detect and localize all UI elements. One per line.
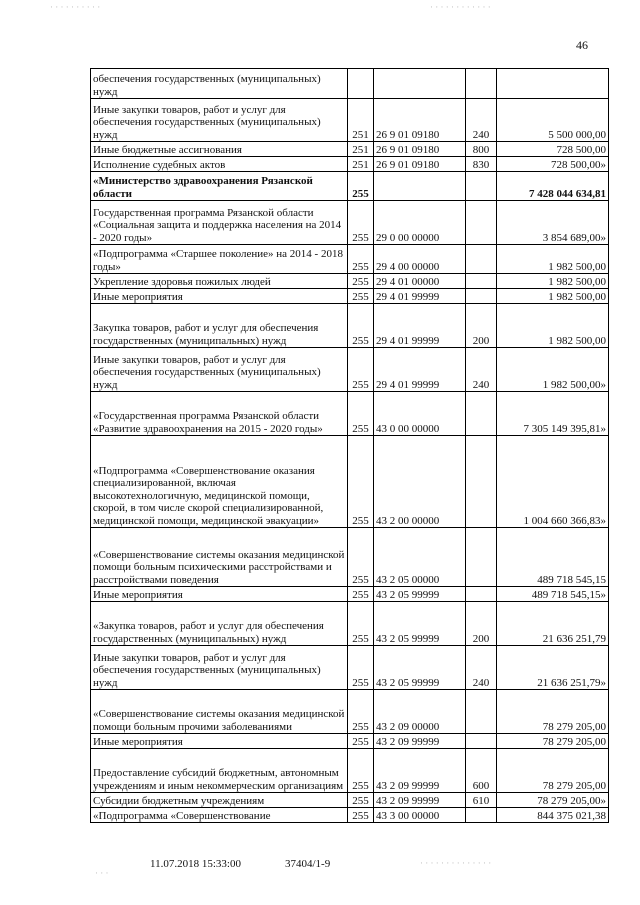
row-amount: 21 636 251,79» xyxy=(497,646,609,690)
row-name: Закупка товаров, работ и услуг для обеспечения государственных (муниципальных) нужд xyxy=(91,304,348,348)
row-target-article xyxy=(374,172,466,201)
row-amount: 728 500,00 xyxy=(497,142,609,157)
row-target-article: 26 9 01 09180 xyxy=(374,99,466,142)
row-expense-type xyxy=(466,808,497,823)
row-expense-type xyxy=(466,172,497,201)
scan-artifact-top-right: · · · · · · · · · · · · xyxy=(430,2,491,12)
row-ministry-code: 255 xyxy=(348,528,374,587)
row-ministry-code: 255 xyxy=(348,602,374,646)
row-expense-type xyxy=(466,69,497,99)
row-name: «Министерство здравоохранения Рязанской области xyxy=(91,172,348,201)
row-ministry-code: 255 xyxy=(348,304,374,348)
row-target-article: 26 9 01 09180 xyxy=(374,157,466,172)
row-expense-type: 240 xyxy=(466,646,497,690)
row-amount: 3 854 689,00» xyxy=(497,201,609,245)
row-ministry-code: 251 xyxy=(348,157,374,172)
table-row xyxy=(91,587,609,602)
row-expense-type xyxy=(466,289,497,304)
row-amount: 5 500 000,00 xyxy=(497,99,609,142)
table-row xyxy=(91,793,609,808)
footer-timestamp: 11.07.2018 15:33:00 xyxy=(150,858,241,870)
row-target-article: 29 4 00 00000 xyxy=(374,245,466,274)
row-name: Субсидии бюджетным учреждениям xyxy=(91,793,348,808)
table-row xyxy=(91,348,609,392)
table-row xyxy=(91,69,609,99)
row-expense-type: 800 xyxy=(466,142,497,157)
row-expense-type: 200 xyxy=(466,304,497,348)
table-row xyxy=(91,602,609,646)
row-ministry-code: 255 xyxy=(348,274,374,289)
row-ministry-code: 255 xyxy=(348,690,374,734)
table-row xyxy=(91,274,609,289)
row-target-article xyxy=(374,69,466,99)
table-row xyxy=(91,646,609,690)
row-name: «Подпрограмма «Совершенствование xyxy=(91,808,348,823)
row-amount xyxy=(497,69,609,99)
budget-table-body xyxy=(91,69,609,823)
row-name: Иные закупки товаров, работ и услуг для обеспечения государственных (муниципальных) нужд xyxy=(91,646,348,690)
row-name: Иные закупки товаров, работ и услуг для обеспечения государственных (муниципальных) нужд xyxy=(91,348,348,392)
row-amount: 1 982 500,00 xyxy=(497,304,609,348)
row-amount: 78 279 205,00 xyxy=(497,690,609,734)
row-amount: 78 279 205,00 xyxy=(497,734,609,749)
table-row xyxy=(91,392,609,436)
table-row xyxy=(91,157,609,172)
row-target-article: 29 0 00 00000 xyxy=(374,201,466,245)
row-expense-type xyxy=(466,392,497,436)
table-row xyxy=(91,436,609,528)
row-name: Исполнение судебных актов xyxy=(91,157,348,172)
row-target-article: 29 4 01 99999 xyxy=(374,304,466,348)
table-row xyxy=(91,304,609,348)
row-ministry-code: 255 xyxy=(348,245,374,274)
row-amount: 7 305 149 395,81» xyxy=(497,392,609,436)
row-name: Иные мероприятия xyxy=(91,734,348,749)
scan-artifact-bottom-left: · · · xyxy=(95,868,109,878)
table-row xyxy=(91,528,609,587)
row-ministry-code: 255 xyxy=(348,793,374,808)
row-name: «Государственная программа Рязанской области «Развитие здравоохранения на 2015 - 2020 годы» xyxy=(91,392,348,436)
row-target-article: 43 0 00 00000 xyxy=(374,392,466,436)
row-amount: 21 636 251,79 xyxy=(497,602,609,646)
row-ministry-code: 255 xyxy=(348,172,374,201)
row-ministry-code: 255 xyxy=(348,587,374,602)
row-target-article: 43 2 05 99999 xyxy=(374,646,466,690)
row-name: Иные мероприятия xyxy=(91,289,348,304)
row-name: Государственная программа Рязанской области «Социальная защита и поддержка населения на 2014 - 2020 годы» xyxy=(91,201,348,245)
row-ministry-code: 255 xyxy=(348,646,374,690)
row-name: «Подпрограмма «Совершенствование оказания специализированной, включая высокотехнологичную, медицинской помощи, скорой, в том числе скорой специализированной, медицинской помощи, медицинской эвакуации» xyxy=(91,436,348,528)
scan-artifact-stamp: · · · · · · · · · · · · · · xyxy=(420,858,492,868)
row-target-article: 43 2 00 00000 xyxy=(374,436,466,528)
table-row xyxy=(91,734,609,749)
row-amount: 1 982 500,00» xyxy=(497,348,609,392)
row-name: «Совершенствование системы оказания медицинской помощи больным прочими заболеваниями xyxy=(91,690,348,734)
row-amount: 1 982 500,00 xyxy=(497,274,609,289)
row-amount: 78 279 205,00 xyxy=(497,749,609,793)
row-target-article: 43 2 09 00000 xyxy=(374,690,466,734)
row-target-article: 29 4 01 99999 xyxy=(374,348,466,392)
row-target-article: 43 2 09 99999 xyxy=(374,793,466,808)
row-name: Укрепление здоровья пожилых людей xyxy=(91,274,348,289)
row-ministry-code: 255 xyxy=(348,289,374,304)
row-ministry-code: 251 xyxy=(348,99,374,142)
row-ministry-code: 255 xyxy=(348,392,374,436)
row-target-article: 43 2 05 99999 xyxy=(374,602,466,646)
row-amount: 728 500,00» xyxy=(497,157,609,172)
row-name: «Закупка товаров, работ и услуг для обеспечения государственных (муниципальных) нужд xyxy=(91,602,348,646)
row-target-article: 43 2 05 00000 xyxy=(374,528,466,587)
row-amount: 1 982 500,00 xyxy=(497,289,609,304)
table-row xyxy=(91,289,609,304)
scan-artifact-top-left: · · · · · · · · · · xyxy=(50,2,101,12)
footer-doc-code: 37404/1-9 xyxy=(285,858,331,870)
row-expense-type xyxy=(466,274,497,289)
table-row xyxy=(91,142,609,157)
row-amount: 7 428 044 634,81 xyxy=(497,172,609,201)
row-amount: 78 279 205,00» xyxy=(497,793,609,808)
row-target-article: 29 4 01 00000 xyxy=(374,274,466,289)
page-number: 46 xyxy=(576,38,588,52)
row-name: «Совершенствование системы оказания медицинской помощи больным психическими расстройствами и расстройствами поведения xyxy=(91,528,348,587)
row-expense-type xyxy=(466,436,497,528)
row-expense-type: 240 xyxy=(466,348,497,392)
row-ministry-code: 255 xyxy=(348,436,374,528)
row-target-article: 43 3 00 00000 xyxy=(374,808,466,823)
row-ministry-code: 255 xyxy=(348,808,374,823)
row-name: Иные бюджетные ассигнования xyxy=(91,142,348,157)
table-row xyxy=(91,808,609,823)
row-ministry-code xyxy=(348,69,374,99)
row-amount: 844 375 021,38 xyxy=(497,808,609,823)
table-row xyxy=(91,245,609,274)
row-expense-type: 610 xyxy=(466,793,497,808)
table-row xyxy=(91,690,609,734)
row-target-article: 43 2 09 99999 xyxy=(374,749,466,793)
row-expense-type: 600 xyxy=(466,749,497,793)
row-name: Иные закупки товаров, работ и услуг для обеспечения государственных (муниципальных) нужд xyxy=(91,99,348,142)
row-expense-type xyxy=(466,587,497,602)
row-amount: 1 004 660 366,83» xyxy=(497,436,609,528)
budget-table xyxy=(90,68,609,823)
row-ministry-code: 255 xyxy=(348,749,374,793)
row-target-article: 43 2 09 99999 xyxy=(374,734,466,749)
table-row xyxy=(91,201,609,245)
row-ministry-code: 255 xyxy=(348,734,374,749)
row-amount: 1 982 500,00 xyxy=(497,245,609,274)
row-expense-type xyxy=(466,734,497,749)
row-ministry-code: 251 xyxy=(348,142,374,157)
row-name: Предоставление субсидий бюджетным, автономным учреждениям и иным некоммерческим организациям xyxy=(91,749,348,793)
row-ministry-code: 255 xyxy=(348,201,374,245)
row-expense-type xyxy=(466,245,497,274)
row-ministry-code: 255 xyxy=(348,348,374,392)
row-target-article: 29 4 01 99999 xyxy=(374,289,466,304)
row-name: «Подпрограмма «Старшее поколение» на 2014 - 2018 годы» xyxy=(91,245,348,274)
row-name: обеспечения государственных (муниципальных) нужд xyxy=(91,69,348,99)
row-expense-type: 200 xyxy=(466,602,497,646)
row-expense-type: 240 xyxy=(466,99,497,142)
row-target-article: 43 2 05 99999 xyxy=(374,587,466,602)
table-row xyxy=(91,749,609,793)
row-target-article: 26 9 01 09180 xyxy=(374,142,466,157)
row-name: Иные мероприятия xyxy=(91,587,348,602)
table-row xyxy=(91,99,609,142)
row-expense-type xyxy=(466,690,497,734)
row-expense-type: 830 xyxy=(466,157,497,172)
row-amount: 489 718 545,15» xyxy=(497,587,609,602)
row-amount: 489 718 545,15 xyxy=(497,528,609,587)
row-expense-type xyxy=(466,528,497,587)
row-expense-type xyxy=(466,201,497,245)
table-row xyxy=(91,172,609,201)
